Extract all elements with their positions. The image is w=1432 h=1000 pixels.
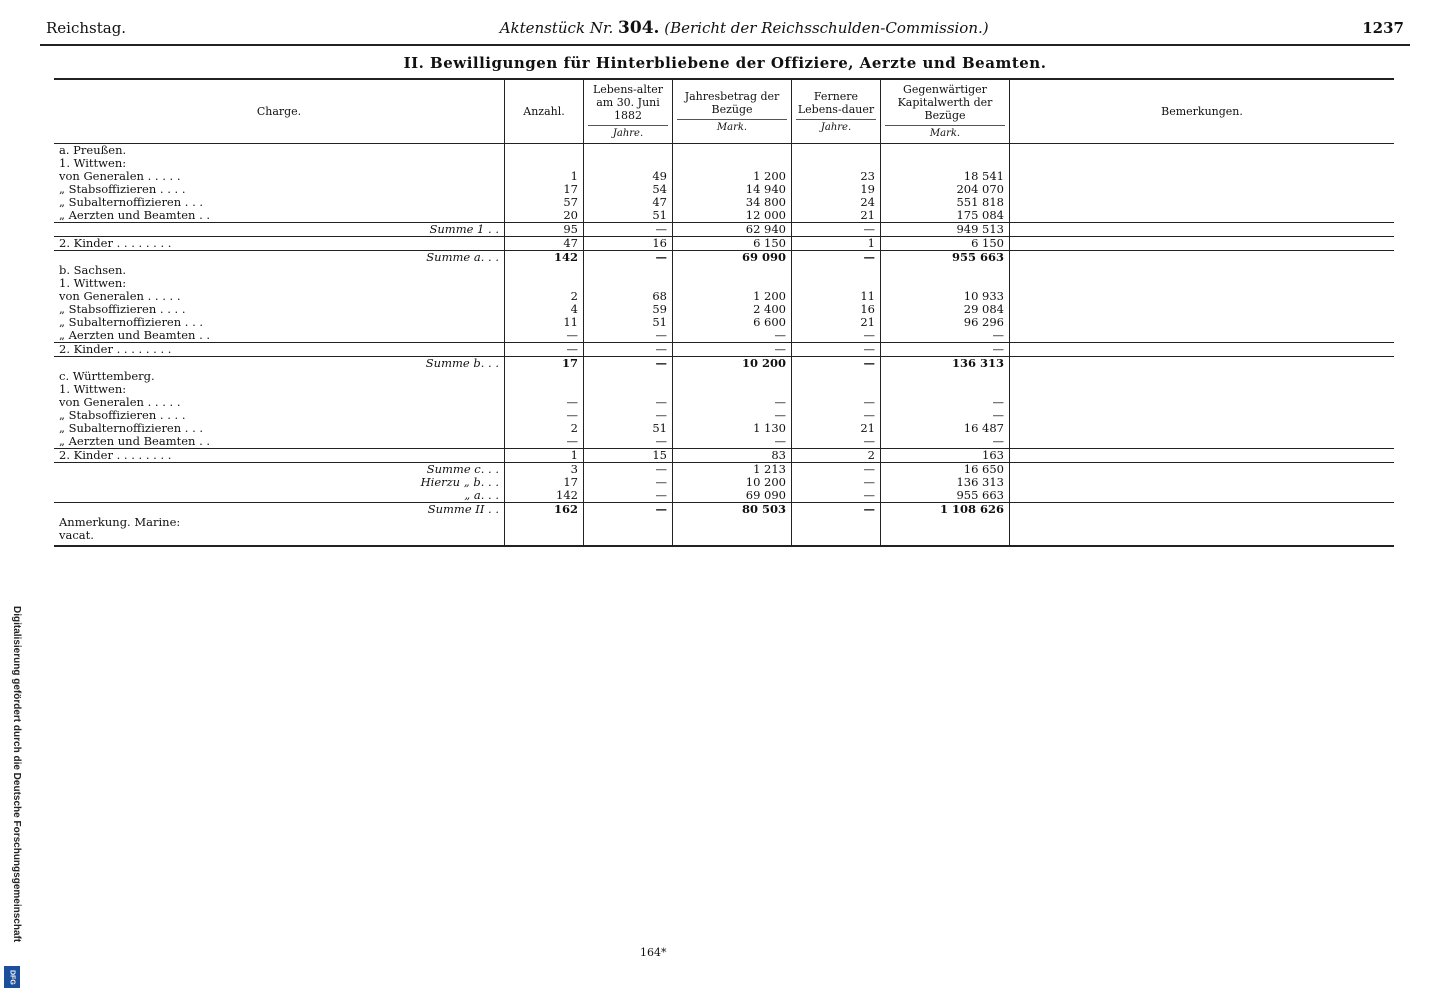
table-row — [54, 516, 1394, 529]
row-label: von Generalen . . . . . — [59, 289, 181, 303]
doc-number: 304. — [618, 18, 660, 38]
col-annual — [673, 79, 792, 144]
row-label: Summe 1 . . — [54, 223, 505, 237]
table-row — [54, 449, 1394, 463]
table-row — [54, 409, 1394, 422]
cell-annual: 1 213 — [673, 463, 792, 477]
cell-age: 15 — [584, 449, 673, 463]
table-row — [54, 251, 1394, 265]
cell-annual: 6 600 — [673, 316, 792, 329]
row-label: Summe a. . . — [54, 251, 505, 265]
cell-remarks — [1010, 383, 1395, 396]
row-label: „ Subalternoffizieren . . . — [59, 195, 204, 209]
cell-annual: — — [673, 329, 792, 343]
cell-age: 68 — [584, 290, 673, 303]
cell-age: 51 — [584, 209, 673, 223]
cell-remarks — [1010, 476, 1395, 489]
cell-expectancy: 2 — [792, 449, 881, 463]
cell-capital: 163 — [881, 449, 1010, 463]
cell-capital: 551 818 — [881, 196, 1010, 209]
cell-annual: 83 — [673, 449, 792, 463]
cell-age: — — [584, 343, 673, 357]
cell-age: 49 — [584, 170, 673, 183]
cell-expectancy — [792, 370, 881, 383]
cell-annual — [673, 383, 792, 396]
running-head-left: Reichstag. — [46, 19, 127, 37]
table-row — [54, 357, 1394, 371]
row-label: „ Aerzten und Beamten . . — [59, 434, 211, 448]
table-row — [54, 264, 1394, 277]
table-row — [54, 383, 1394, 396]
table-row — [54, 503, 1394, 517]
cell-annual: 80 503 — [673, 503, 792, 517]
cell-count: 2 — [505, 290, 584, 303]
col-expectancy — [792, 79, 881, 144]
cell-remarks — [1010, 277, 1395, 290]
cell-capital: 29 084 — [881, 303, 1010, 316]
col-charge: Charge. — [54, 79, 505, 144]
row-label: a. Preußen. — [59, 143, 127, 157]
row-label: „ a. . . — [464, 488, 499, 502]
cell-age — [584, 144, 673, 158]
cell-expectancy: — — [792, 503, 881, 517]
cell-expectancy: — — [792, 357, 881, 371]
col-capital — [881, 79, 1010, 144]
row-label: Summe b. . . — [54, 357, 505, 371]
col-age-unit: Jahre. — [588, 125, 668, 140]
table-row — [54, 316, 1394, 329]
col-annual-unit: Mark. — [677, 119, 787, 134]
digitalization-note — [4, 606, 22, 986]
table-row — [54, 183, 1394, 196]
cell-age — [584, 516, 673, 529]
cell-count: 142 — [505, 489, 584, 503]
row-label: „ Stabsoffizieren . . . . — [59, 182, 186, 196]
cell-capital: 96 296 — [881, 316, 1010, 329]
cell-capital: 10 933 — [881, 290, 1010, 303]
table-row — [54, 237, 1394, 251]
cell-age: — — [584, 476, 673, 489]
digitalization-note-text: Digitalisierung gefördert durch die Deutsche Forschungsgemeinschaft — [11, 606, 22, 943]
cell-age: 47 — [584, 196, 673, 209]
cell-age: — — [584, 409, 673, 422]
cell-remarks — [1010, 290, 1395, 303]
cell-annual: 34 800 — [673, 196, 792, 209]
cell-count — [505, 370, 584, 383]
cell-remarks — [1010, 422, 1395, 435]
cell-capital: 204 070 — [881, 183, 1010, 196]
cell-capital: 16 487 — [881, 422, 1010, 435]
cell-count: 3 — [505, 463, 584, 477]
cell-expectancy: — — [792, 463, 881, 477]
cell-remarks — [1010, 357, 1395, 371]
row-label: „ Stabsoffizieren . . . . — [59, 302, 186, 316]
cell-age — [584, 264, 673, 277]
cell-count — [505, 516, 584, 529]
row-label: „ Aerzten und Beamten . . — [59, 328, 211, 342]
row-label: 2. Kinder . . . . . . . . — [54, 343, 505, 357]
row-label: 1. Wittwen: — [59, 382, 127, 396]
cell-capital: 16 650 — [881, 463, 1010, 477]
cell-age: — — [584, 357, 673, 371]
cell-capital: — — [881, 343, 1010, 357]
cell-age — [584, 529, 673, 546]
cell-remarks — [1010, 209, 1395, 223]
cell-capital: 175 084 — [881, 209, 1010, 223]
table-row — [54, 529, 1394, 546]
cell-expectancy: — — [792, 343, 881, 357]
cell-remarks — [1010, 237, 1395, 251]
cell-remarks — [1010, 329, 1395, 343]
cell-annual: 1 200 — [673, 170, 792, 183]
row-label: „ Aerzten und Beamten . . — [59, 208, 211, 222]
cell-capital — [881, 516, 1010, 529]
cell-expectancy: 24 — [792, 196, 881, 209]
cell-expectancy — [792, 516, 881, 529]
table-row — [54, 170, 1394, 183]
cell-capital — [881, 383, 1010, 396]
table-row — [54, 343, 1394, 357]
row-label: „ Subalternoffizieren . . . — [59, 315, 204, 329]
cell-remarks — [1010, 316, 1395, 329]
cell-annual: — — [673, 396, 792, 409]
cell-age: — — [584, 223, 673, 237]
cell-capital — [881, 144, 1010, 158]
cell-count: — — [505, 409, 584, 422]
cell-expectancy: — — [792, 435, 881, 449]
col-expectancy-unit: Jahre. — [796, 119, 876, 134]
cell-expectancy: 21 — [792, 422, 881, 435]
cell-count: 1 — [505, 449, 584, 463]
row-label: Anmerkung. Marine: — [59, 515, 181, 529]
cell-remarks — [1010, 196, 1395, 209]
cell-capital: — — [881, 329, 1010, 343]
table-row — [54, 396, 1394, 409]
cell-remarks — [1010, 264, 1395, 277]
table-row — [54, 144, 1394, 158]
cell-count: 47 — [505, 237, 584, 251]
col-expectancy-label: Fernere Lebens-dauer — [797, 89, 875, 116]
header-row — [54, 79, 1394, 144]
table-row — [54, 157, 1394, 170]
cell-age: 59 — [584, 303, 673, 316]
cell-annual — [673, 370, 792, 383]
cell-age: 16 — [584, 237, 673, 251]
row-label: 2. Kinder . . . . . . . . — [54, 237, 505, 251]
cell-remarks — [1010, 396, 1395, 409]
cell-remarks — [1010, 303, 1395, 316]
cell-remarks — [1010, 183, 1395, 196]
row-label: c. Württemberg. — [59, 369, 155, 383]
table-row — [54, 329, 1394, 343]
cell-expectancy — [792, 264, 881, 277]
row-label: von Generalen . . . . . — [59, 169, 181, 183]
cell-annual: — — [673, 435, 792, 449]
cell-expectancy — [792, 144, 881, 158]
ledger-body — [54, 144, 1394, 547]
cell-annual: 10 200 — [673, 357, 792, 371]
cell-capital — [881, 529, 1010, 546]
table-row — [54, 303, 1394, 316]
cell-annual — [673, 264, 792, 277]
doc-subtitle: (Bericht der Reichsschulden-Commission.) — [664, 19, 989, 37]
cell-count: — — [505, 329, 584, 343]
doc-label: Aktenstück Nr. — [499, 19, 614, 37]
cell-annual: 1 200 — [673, 290, 792, 303]
cell-count — [505, 264, 584, 277]
table-row — [54, 196, 1394, 209]
cell-annual — [673, 529, 792, 546]
cell-age: 51 — [584, 422, 673, 435]
cell-expectancy: — — [792, 329, 881, 343]
cell-count: 1 — [505, 170, 584, 183]
cell-count: 162 — [505, 503, 584, 517]
cell-annual: 14 940 — [673, 183, 792, 196]
cell-count: 4 — [505, 303, 584, 316]
row-label: b. Sachsen. — [59, 263, 127, 277]
cell-remarks — [1010, 223, 1395, 237]
row-label: 1. Wittwen: — [59, 156, 127, 170]
section-title: II. Bewilligungen für Hinterbliebene der Offiziere, Aerzte und Beamten. — [403, 54, 1047, 72]
table-row — [54, 209, 1394, 223]
page-number: 1237 — [1362, 19, 1404, 37]
dfg-logo: DFG — [4, 966, 20, 988]
document-page — [40, 16, 1410, 984]
col-age — [584, 79, 673, 144]
cell-expectancy: 16 — [792, 303, 881, 316]
cell-annual — [673, 516, 792, 529]
cell-annual: 2 400 — [673, 303, 792, 316]
table-row — [54, 277, 1394, 290]
cell-remarks — [1010, 449, 1395, 463]
col-count: Anzahl. — [505, 79, 584, 144]
cell-count: 17 — [505, 357, 584, 371]
cell-expectancy: 21 — [792, 316, 881, 329]
table-row — [54, 223, 1394, 237]
cell-remarks — [1010, 157, 1395, 170]
cell-age: — — [584, 251, 673, 265]
cell-age — [584, 370, 673, 383]
ledger-table — [54, 78, 1394, 547]
running-head-title — [500, 18, 989, 38]
cell-expectancy: 23 — [792, 170, 881, 183]
cell-annual — [673, 144, 792, 158]
cell-expectancy: — — [792, 251, 881, 265]
table-row — [54, 422, 1394, 435]
cell-annual: 10 200 — [673, 476, 792, 489]
cell-annual: 1 130 — [673, 422, 792, 435]
row-label: vacat. — [54, 529, 505, 546]
cell-remarks — [1010, 516, 1395, 529]
cell-capital — [881, 264, 1010, 277]
row-label: „ Stabsoffizieren . . . . — [59, 408, 186, 422]
cell-count: 2 — [505, 422, 584, 435]
cell-age: — — [584, 329, 673, 343]
cell-remarks — [1010, 251, 1395, 265]
table-row — [54, 435, 1394, 449]
cell-age: — — [584, 463, 673, 477]
cell-expectancy: — — [792, 409, 881, 422]
cell-expectancy: — — [792, 489, 881, 503]
col-capital-label: Gegenwärtiger Kapitalwerth der Bezüge — [897, 83, 993, 122]
cell-capital: 18 541 — [881, 170, 1010, 183]
cell-age: — — [584, 489, 673, 503]
cell-annual: — — [673, 343, 792, 357]
col-remarks: Bemerkungen. — [1010, 79, 1395, 144]
cell-expectancy: 19 — [792, 183, 881, 196]
running-head — [40, 16, 1410, 46]
cell-capital: 136 313 — [881, 476, 1010, 489]
col-annual-label: Jahresbetrag der Bezüge — [684, 89, 780, 116]
cell-expectancy: 11 — [792, 290, 881, 303]
cell-capital: — — [881, 396, 1010, 409]
cell-expectancy — [792, 529, 881, 546]
cell-expectancy: 21 — [792, 209, 881, 223]
cell-count: 95 — [505, 223, 584, 237]
row-label: Summe c. . . — [54, 463, 505, 477]
cell-expectancy: 1 — [792, 237, 881, 251]
row-label: Summe II . . — [54, 503, 505, 517]
col-age-label: Lebens-alter am 30. Juni 1882 — [592, 83, 664, 122]
table-row — [54, 489, 1394, 503]
cell-remarks — [1010, 489, 1395, 503]
cell-count: — — [505, 396, 584, 409]
footer-page-number: 164* — [640, 946, 667, 959]
cell-age: — — [584, 396, 673, 409]
cell-capital: 136 313 — [881, 357, 1010, 371]
row-label: 1. Wittwen: — [59, 276, 127, 290]
cell-remarks — [1010, 144, 1395, 158]
cell-count — [505, 144, 584, 158]
cell-expectancy: — — [792, 476, 881, 489]
row-label: Hierzu „ b. . . — [420, 475, 499, 489]
row-label: 2. Kinder . . . . . . . . — [54, 449, 505, 463]
cell-age: — — [584, 503, 673, 517]
cell-annual: — — [673, 409, 792, 422]
cell-remarks — [1010, 170, 1395, 183]
cell-capital: 955 663 — [881, 489, 1010, 503]
cell-remarks — [1010, 503, 1395, 517]
cell-count: — — [505, 435, 584, 449]
cell-annual: 69 090 — [673, 489, 792, 503]
col-capital-unit: Mark. — [885, 125, 1005, 140]
cell-annual: 12 000 — [673, 209, 792, 223]
cell-count: 11 — [505, 316, 584, 329]
cell-capital: 6 150 — [881, 237, 1010, 251]
cell-count: 17 — [505, 183, 584, 196]
cell-count: 57 — [505, 196, 584, 209]
cell-capital: — — [881, 435, 1010, 449]
cell-expectancy: — — [792, 396, 881, 409]
table-row — [54, 370, 1394, 383]
cell-annual: 62 940 — [673, 223, 792, 237]
cell-remarks — [1010, 529, 1395, 546]
cell-remarks — [1010, 370, 1395, 383]
row-label: „ Subalternoffizieren . . . — [59, 421, 204, 435]
table-row — [54, 290, 1394, 303]
cell-age: — — [584, 435, 673, 449]
cell-remarks — [1010, 435, 1395, 449]
cell-annual: 69 090 — [673, 251, 792, 265]
row-label: von Generalen . . . . . — [59, 395, 181, 409]
table-row — [54, 463, 1394, 477]
cell-capital: — — [881, 409, 1010, 422]
cell-count — [505, 529, 584, 546]
cell-remarks — [1010, 343, 1395, 357]
cell-age: 54 — [584, 183, 673, 196]
cell-count: 142 — [505, 251, 584, 265]
cell-capital: 955 663 — [881, 251, 1010, 265]
cell-capital: 1 108 626 — [881, 503, 1010, 517]
cell-count: — — [505, 343, 584, 357]
cell-expectancy: — — [792, 223, 881, 237]
cell-capital: 949 513 — [881, 223, 1010, 237]
cell-capital — [881, 370, 1010, 383]
cell-count: 17 — [505, 476, 584, 489]
cell-annual: 6 150 — [673, 237, 792, 251]
table-row — [54, 476, 1394, 489]
cell-remarks — [1010, 463, 1395, 477]
cell-age: 51 — [584, 316, 673, 329]
cell-remarks — [1010, 409, 1395, 422]
cell-count: 20 — [505, 209, 584, 223]
